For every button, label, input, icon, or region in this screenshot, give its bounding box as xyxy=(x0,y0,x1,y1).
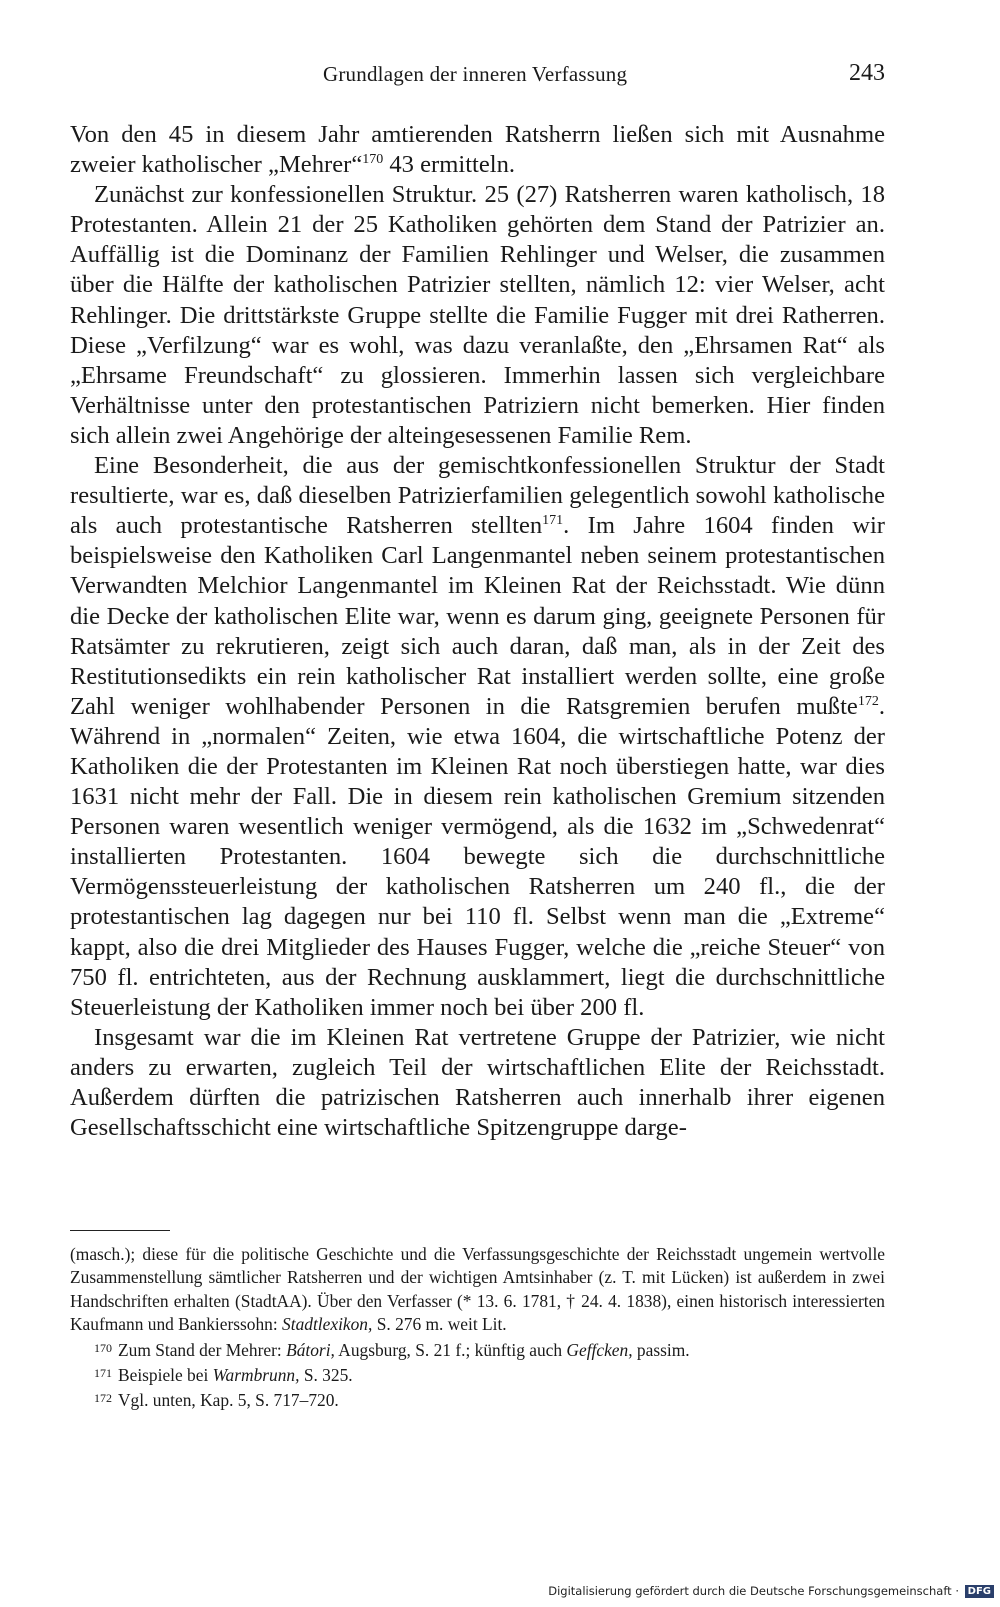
footnote-ref-170: 170 xyxy=(362,152,384,168)
footnote-continuation-italic: Stadtlexikon, xyxy=(282,1314,373,1335)
footnote-text: passim. xyxy=(632,1339,690,1360)
footnote-continuation xyxy=(70,1243,885,1337)
digitization-credit xyxy=(548,1584,994,1598)
footnote-author: Bátori, xyxy=(286,1339,335,1360)
footnote-text: Zum Stand der Mehrer: xyxy=(118,1339,287,1360)
paragraph-2: Zunächst zur konfessionellen Struktur. 25 (27) Ratsherren waren katholisch, 18 Protestanten. Allein 21 der 25 Katholiken gehörten dem Stand der Patrizier an. Auffällig ist die Dominanz der Familien Rehlinger und Welser, die zusammen über die Hälfte der katholischen Patrizier stellten, nämlich 12: vier Welser, acht Rehlinger. Die drittstärkste Gruppe stellte die Familie Fugger mit drei Ratherren. Diese „Verfilzung“ war es wohl, was dazu veranlaßte, den „Ehrsamen Rat“ als „Ehrsame Freundschaft“ zu glossieren. Immerhin lassen sich vergleichbare Verhältnisse unter den protestantischen Patriziern nicht bemerken. Hier finden sich allein zwei Angehörige der alteingesessenen Familie Rem. xyxy=(70,181,885,449)
footnote-170 xyxy=(70,1337,885,1362)
footnote-number: 170 xyxy=(94,1340,112,1355)
footnote-divider xyxy=(70,1230,170,1231)
footnote-172 xyxy=(70,1387,885,1412)
paragraph-4: Insgesamt war die im Kleinen Rat vertretene Gruppe der Patrizier, wie nicht anders zu erwarten, zugleich Teil der wirtschaftlichen Elite der Reichsstadt. Außerdem dürften die patrizischen Ratsherren auch innerhalb ihrer eigenen Gesellschaftsschicht eine wirtschaftliche Spitzengruppe darge- xyxy=(70,1023,885,1142)
dfg-logo: DFG xyxy=(965,1585,994,1598)
footnote-author: Geffcken, xyxy=(566,1339,633,1360)
running-title: Grundlagen der inneren Verfassung xyxy=(323,62,628,86)
credit-text: Digitalisierung gefördert durch die Deutsche Forschungsgemeinschaft · xyxy=(548,1584,959,1598)
paragraph-3-part-c: . Während in „normalen“ Zeiten, wie etwa 1604, die wirtschaftliche Potenz der Katholiken die der Protestanten im Kleinen Rat noch überstiegen hatte, war dies 1631 nicht mehr der Fall. Die in diesem rein katholischen Gremium sitzenden Personen waren wesentlich weniger vermögend, als die 1632 im „Schwedenrat“ installierten Protestanten. 1604 bewegte sich die durchschnittliche Vermögenssteuerleistung der katholischen Ratsherren um 240 fl., die der protestantischen lag dagegen nur bei 110 fl. Selbst wenn man die „Extreme“ kappt, also die drei Mitglieder des Hauses Fugger, welche die „reiche Steuer“ von 750 fl. entrichteten, aus der Rechnung ausklammert, liegt die durchschnittliche Steuerleistung der Katholiken immer noch bei über 200 fl. xyxy=(70,692,885,1021)
footnote-text: Augsburg, S. 21 f.; künftig auch xyxy=(334,1339,567,1360)
footnote-text: S. 325. xyxy=(299,1365,353,1386)
footnote-ref-172: 172 xyxy=(857,693,879,709)
footnote-171 xyxy=(70,1362,885,1387)
footnote-continuation-text: (masch.); diese für die politische Geschichte und die Verfassungsgeschichte der Reichsstadt ungemein wertvolle Zusammenstellung sämtlicher Ratsherren und der wichtigen Amtsinhaber (z. T. mit Lücken) ist außerdem in zwei Handschriften erhalten (StadtAA). Über den Verfasser (* 13. 6. 1781, † 24. 4. 1838), einen historisch interessierten Kaufmann und Bankierssohn: xyxy=(70,1244,885,1335)
main-text xyxy=(70,120,885,1143)
paragraph-3-part-a: Eine Besonderheit, die aus der gemischtkonfessionellen Struktur der Stadt resultierte, war es, daß dieselben Patrizierfamilien gelegentlich sowohl katholische als auch protestantische Ratsherren stellten xyxy=(70,452,885,540)
footnote-author: Warmbrunn, xyxy=(212,1365,300,1386)
paragraph-1 xyxy=(70,120,885,180)
footnote-ref-171: 171 xyxy=(542,513,564,529)
footnote-text: Beispiele bei xyxy=(118,1365,213,1386)
footnote-number: 172 xyxy=(94,1391,112,1406)
paragraph-3-part-b: . Im Jahre 1604 finden wir beispielsweise den Katholiken Carl Langenmantel neben seinem protestantischen Verwandten Melchior Langenmantel im Kleinen Rat der Reichsstadt. Wie dünn die Decke der katholischen Elite war, wenn es darum ging, geeignete Personen für Ratsämter zu rekrutieren, zeigt sich auch daran, daß man, als in der Zeit des Restitutionsedikts ein rein katholischer Rat installiert werden sollte, eine große Zahl weniger wohlhabender Personen in die Ratsgremien berufen mußte xyxy=(70,512,886,720)
footnote-number: 171 xyxy=(94,1366,112,1381)
paragraph-1-end: 43 ermitteln. xyxy=(383,151,516,179)
paragraph-1-text: Von den 45 in diesem Jahr amtierenden Ratsherrn ließen sich mit Ausnahme zweier katholischer „Mehrer“ xyxy=(70,121,885,179)
footnotes xyxy=(70,1243,885,1413)
page-header xyxy=(323,62,885,94)
page-number: 243 xyxy=(849,60,885,86)
footnote-continuation-end: S. 276 m. weit Lit. xyxy=(372,1314,507,1335)
paragraph-3 xyxy=(70,451,885,1023)
footnote-text: Vgl. unten, Kap. 5, S. 717–720. xyxy=(118,1390,339,1411)
